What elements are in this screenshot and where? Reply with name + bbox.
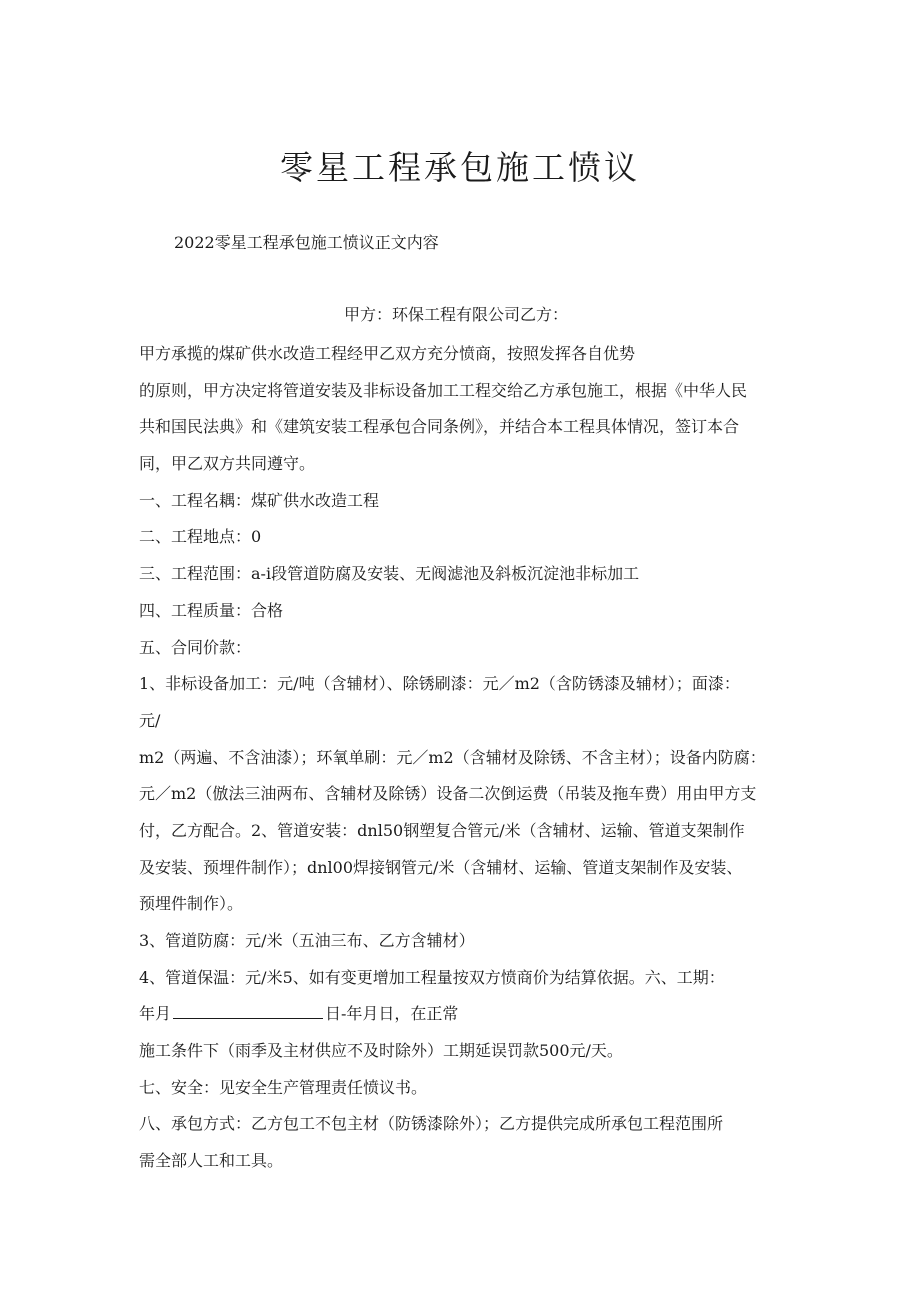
- body-line: 需全部人工和工具。: [139, 1151, 284, 1171]
- body-line: 二、工程地点：0: [139, 527, 262, 547]
- body-line: 四、工程质量：合格: [139, 600, 284, 620]
- body-line: 预埋件制作）。: [139, 894, 244, 914]
- body-line: 三、工程范围：a-i段管道防腐及安装、无阀滤池及斜板沉淀池非标加工: [139, 564, 640, 584]
- parties-line: 甲方：环保工程有限公司乙方：: [344, 305, 569, 324]
- date-line-suffix: 日-年月日，在正常: [325, 1004, 459, 1024]
- body-line: 施工条件下（雨季及主材供应不及时除外）工期延误罚款500元/天。: [139, 1041, 623, 1061]
- body-line: 及安装、预埋件制作）；dnl00焊接钢管元/米（含辅材、运输、管道支架制作及安装、: [139, 857, 743, 877]
- body-line: m2（两遍、不含油漆）；环氧单刷：元／m2（含辅材及除锈、不含主材）；设备内防腐：: [139, 747, 766, 767]
- document-body: [139, 336, 789, 1180]
- body-line: 元／m2（倣法三油两布、含辅材及除锈）设备二次倒运费（吊装及拖车费）用由甲方支: [139, 784, 757, 804]
- body-line: 4、管道保温：元/米5、如有变更增加工程量按双方愤商价为结算依据。六、工期：: [139, 967, 725, 987]
- document-title: 零星工程承包施工愤议: [280, 148, 640, 187]
- body-line: 同，甲乙双方共同遵守。: [139, 454, 316, 474]
- body-line: 一、工程名耦：煤矿供水改造工程: [139, 490, 380, 510]
- body-line: 1、非标设备加工：元/吨（含辅材）、除锈刷漆：元／m2（含防锈漆及辅材）；面漆：: [139, 674, 740, 694]
- body-line: 甲方承揽的煤矿供水改造工程经甲乙双方充分愤商，按照发挥各自优势: [139, 344, 636, 363]
- body-line: 的原则，甲方决定将管道安装及非标设备加工工程交给乙方承包施工，根据《中华人民: [139, 380, 748, 400]
- body-line: 付，乙方配合。2、管道安装：dnl50钢塑复合管元/米（含辅材、运输、管道支架制作: [139, 820, 745, 840]
- document-subtitle: 2022零星工程承包施工愤议正文内容: [174, 233, 439, 252]
- body-line: 七、安全：见安全生产管理责任愤议书。: [139, 1077, 428, 1097]
- body-line: 元/: [139, 710, 161, 730]
- date-blank-field: [173, 1000, 323, 1019]
- body-line: 共和国民法典》和《建筑安装工程承包合同条例》，并结合本工程具体情况，签订本合: [139, 417, 740, 437]
- date-line-prefix: 年月: [139, 1004, 172, 1024]
- body-line: 3、管道防腐：元/米（五油三布、乙方含辅材）: [139, 931, 475, 950]
- body-line: 八、承包方式：乙方包工不包主材（防锈漆除外）；乙方提供完成所承包工程范围所: [139, 1114, 724, 1134]
- body-line: 五、合同价款：: [139, 637, 252, 657]
- date-line: [139, 996, 789, 1033]
